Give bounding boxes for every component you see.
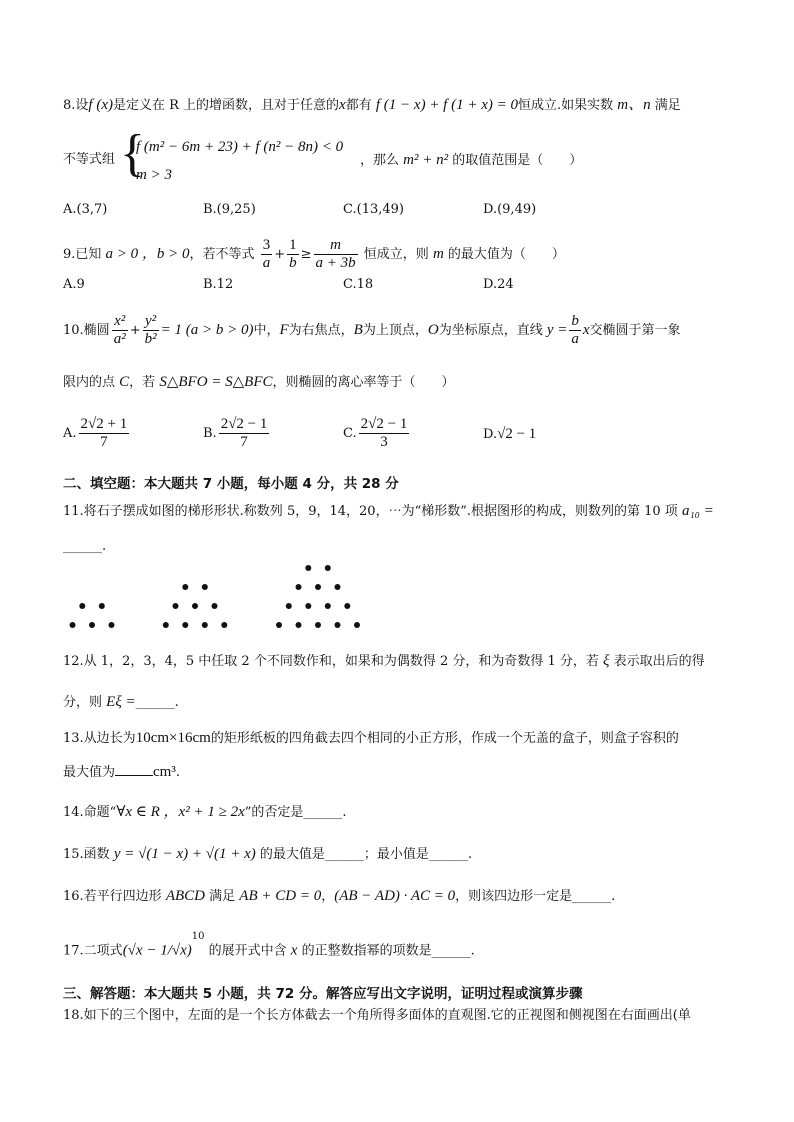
numerator: 2√2 − 1: [360, 416, 408, 432]
option-text: A.9: [63, 277, 85, 292]
q16-text: 16.若平行四边形: [63, 889, 162, 904]
stone-dot: [325, 565, 331, 571]
q8-text: 都有: [345, 98, 372, 113]
q18-line1: [63, 1007, 691, 1025]
q16-text: ，: [321, 889, 335, 904]
q17-var-x: x: [290, 942, 298, 959]
numerator: b: [571, 313, 579, 329]
option-letter: D.: [483, 427, 498, 442]
q8-text: 恒成立.如果实数: [518, 98, 614, 113]
q10-text: 为右焦点，: [288, 323, 354, 338]
q16-text: 满足: [209, 889, 236, 904]
stone-dot: [202, 622, 208, 628]
q16-text: ，则该四边形一定是______.: [455, 889, 616, 904]
q9-ge: ≥: [300, 247, 312, 262]
stone-dot: [296, 584, 302, 590]
q8-inequality: f (m² − 6m + 23) + f (n² − 8n) < 0: [136, 139, 344, 155]
q9-text: 9.已知: [63, 247, 102, 262]
denominator: a + 3b: [315, 255, 356, 271]
q15-text: 15.函数: [63, 847, 110, 862]
q12-text: 表示取出后的得: [613, 654, 705, 669]
stone-dot: [296, 622, 302, 628]
stone-dot: [212, 603, 218, 609]
q12-xi: ξ: [603, 653, 610, 669]
stone-dot: [99, 603, 105, 609]
denominator: b: [289, 255, 297, 271]
q17-line: [63, 931, 475, 960]
stone-dot: [335, 584, 341, 590]
stone-dot: [305, 565, 311, 571]
q9-text: ，若不等式: [189, 247, 255, 262]
q8-text: 8.设: [63, 98, 89, 113]
q8-fx: f (x): [88, 97, 113, 113]
q16-line: [63, 887, 615, 906]
q17-text: 17.二项式: [63, 943, 123, 959]
stone-dot: [286, 603, 292, 609]
q13-text: 最大值为: [63, 765, 116, 780]
q14-proposition: ∀x ∈ R ，x² + 1 ≥ 2x: [116, 804, 245, 820]
stone-dot: [192, 603, 198, 609]
option-letter: A.: [63, 426, 77, 441]
denominator: 3: [359, 433, 410, 451]
stone-dot: [315, 622, 321, 628]
stone-dot: [276, 622, 282, 628]
q10-text: 交椭圆于第一象: [589, 323, 681, 338]
q14-line: [63, 803, 347, 822]
q16-vector-sum: AB + CD = 0: [239, 888, 322, 904]
numerator: m: [330, 237, 341, 253]
q13-text: .: [175, 765, 180, 780]
q10-text: 为上顶点，: [362, 323, 428, 338]
q13-unit: cm³: [153, 764, 176, 780]
q9-text: 的最大值为（ ）: [447, 247, 565, 262]
numerator: 2√2 − 1: [220, 416, 268, 432]
q13-text: 13.从边长为: [63, 731, 136, 746]
numerator: 1: [289, 237, 297, 253]
option-text: C.18: [343, 277, 374, 292]
q12-blank: ______.: [135, 695, 179, 710]
q8-text: ，那么: [360, 153, 400, 168]
q18-text: 18.如下的三个图中，左面的是一个长方体截去一个角所得多面体的直观图.它的正视图和侧视图在右面画出(单: [63, 1008, 691, 1023]
q16-abcd: ABCD: [165, 888, 205, 904]
q16-dot-product: (AB − AD) · AC = 0: [334, 888, 456, 904]
numerator: y²: [145, 313, 157, 329]
stone-dot: [305, 603, 311, 609]
stone-dot: [221, 622, 227, 628]
q15-text: 的最大值是______；最小值是______.: [259, 847, 473, 862]
q8-var-x: x: [339, 97, 346, 113]
q12-line2: [63, 693, 179, 712]
q15-function: y = √(1 − x) + √(1 + x): [113, 846, 256, 862]
stone-dot: [79, 603, 85, 609]
option-text: B.12: [203, 277, 234, 292]
section-3-heading: 三、解答题：本大题共 5 小题，共 72 分。解答应写出文字说明，证明过程或演算步骤: [63, 986, 583, 1002]
q9-var-m: m: [432, 246, 444, 262]
q12-text: 12.从 1，2，3，4，5 中任取 2 个不同数作和，如果和为偶数得 2 分，和为奇数得 1 分，若: [63, 654, 599, 669]
denominator: a: [262, 255, 271, 271]
stone-dot: [335, 622, 341, 628]
q8-var-mn: m、n: [617, 97, 651, 113]
option-letter: C.: [343, 426, 357, 441]
q8-text: 满足: [654, 98, 681, 113]
q10-B: B: [353, 322, 363, 338]
stone-dot: [89, 622, 95, 628]
q10-text: 限内的点: [63, 375, 116, 390]
option-text: D.(9,49): [483, 202, 537, 217]
q12-line1: [63, 652, 705, 671]
q10-x: x: [582, 322, 590, 338]
q8-condition: m > 3: [136, 167, 172, 183]
q10-y: y =: [546, 322, 568, 338]
option-text: C.(13,49): [343, 202, 404, 217]
stone-dot: [109, 622, 115, 628]
q10-eq: = 1 (a > b > 0): [160, 322, 254, 338]
section-2-heading: 二、填空题：本大题共 7 小题，每小题 4 分，共 28 分: [63, 476, 399, 492]
stone-dot: [344, 603, 350, 609]
option-letter: B.: [203, 426, 217, 441]
q15-line: [63, 845, 472, 864]
option-text: B.(9,25): [203, 202, 256, 217]
q10-text: 中，: [253, 323, 280, 338]
q11-a10: a₁₀ =: [681, 503, 714, 519]
q17-binomial: (√x − 1/√x): [122, 942, 192, 959]
denominator: 7: [219, 433, 270, 451]
denominator: 7: [79, 433, 130, 451]
q10-text: ，若: [129, 375, 156, 390]
stone-dot: [354, 622, 360, 628]
q9-text: 恒成立，则: [363, 247, 429, 262]
q10-F: F: [279, 322, 289, 338]
option-text: D.24: [483, 277, 514, 292]
stone-dot: [182, 622, 188, 628]
q10-text: 10.椭圆: [63, 323, 110, 338]
q13-blank: [115, 763, 153, 776]
q8-text: 是定义在 R 上的增函数，且对于任意的: [112, 98, 340, 113]
stone-dot: [70, 622, 76, 628]
q14-text: 14.命题“: [63, 805, 117, 820]
q8-system-brace: {: [120, 125, 145, 182]
q8-text: 的取值范围是（ ）: [452, 153, 583, 168]
q17-text: 的正整数指幂的项数是______.: [301, 943, 475, 959]
stone-dot: [315, 584, 321, 590]
option-value: √2 − 1: [497, 426, 537, 442]
option-text: A.(3,7): [63, 202, 108, 217]
q10-text: 为坐标原点，直线: [438, 323, 543, 338]
q10-O: O: [427, 322, 439, 338]
q8-equation: f (1 − x) + f (1 + x) = 0: [375, 97, 518, 113]
q17-power: 10: [191, 931, 205, 942]
q8-text: 不等式组: [63, 152, 116, 167]
numerator: 3: [262, 237, 271, 253]
q14-text: ”的否定是______.: [244, 805, 347, 820]
stone-dot: [182, 584, 188, 590]
q9-line: 9.已知 a > 0 ，b > 0，若不等式 $\frac{3}{a}$ + $\frac{1}{b}$ ≥ $\frac{m}{a + 3b}$ 恒成立，则 m 的最大值为（ ）: [63, 237, 565, 271]
q10-text: ，则椭圆的离心率等于（ ）: [272, 375, 455, 390]
stone-dot: [325, 603, 331, 609]
q17-text: 的展开式中含: [208, 943, 287, 959]
q10-C: C: [119, 374, 130, 390]
q13-dims: 10cm×16cm: [135, 730, 211, 746]
q13-line1: [63, 729, 679, 748]
denominator: a: [571, 331, 579, 347]
denominator: a²: [113, 331, 126, 347]
q10-area-eq: S△BFO = S△BFC: [159, 374, 273, 390]
denominator: b²: [144, 331, 157, 347]
q13-line2: [63, 763, 180, 782]
q11-text: 11.将石子摆成如图的梯形形状.称数列 5，9，14，20，⋯为“梯形数”.根据图形的构成，则数列的第 10 项: [63, 504, 678, 519]
q12-text: 分，则: [63, 695, 103, 710]
q13-text: 的矩形纸板的四角截去四个相同的小正方形，作成一个无盖的盒子，则盒子容积的: [210, 731, 679, 746]
q11-blank: ______.: [63, 539, 107, 554]
q12-expectation: Eξ =: [106, 694, 136, 710]
numerator: 2√2 + 1: [80, 416, 128, 432]
stone-dot: [173, 603, 179, 609]
q10-line1: 10.椭圆 $\frac{\text{x²}}{\text{a²}}$ + $\frac{\text{y²}}{\text{b²}}$ = 1 (a > b > 0)中，F为右焦点，B为上顶点，O为坐标原点，直线 y = $\frac{b}{a}$ x交椭圆于第一象: [63, 313, 681, 347]
stone-dot: [163, 622, 169, 628]
numerator: x²: [114, 313, 126, 329]
q9-condition: a > 0 ，b > 0: [105, 246, 190, 262]
q8-expr: m² + n²: [403, 152, 449, 168]
stone-dot: [202, 584, 208, 590]
